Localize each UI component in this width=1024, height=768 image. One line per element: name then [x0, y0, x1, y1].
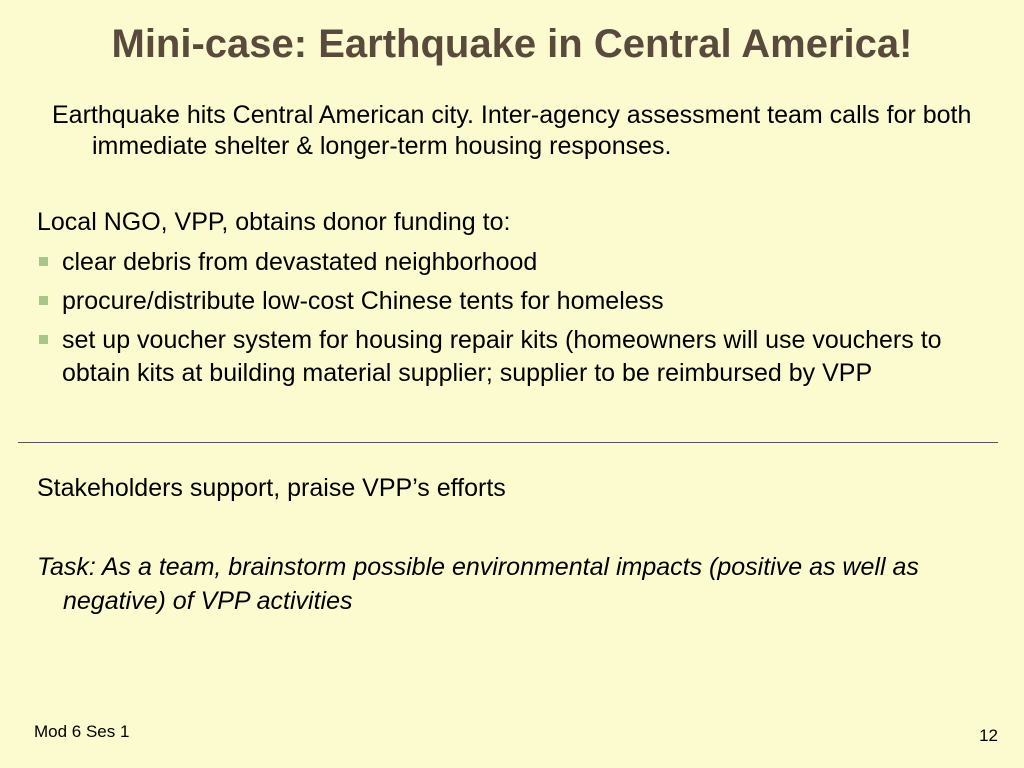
stakeholders-text: Stakeholders support, praise VPP’s efforts: [37, 474, 506, 502]
square-bullet-icon: [39, 296, 48, 305]
bullet-item: [37, 324, 997, 390]
intro-paragraph: Earthquake hits Central American city. Inter-agency assessment team calls for both immediate shelter & longer-term housing responses.: [52, 101, 972, 160]
square-bullet-icon: [39, 257, 48, 266]
bullet-item: [37, 285, 997, 318]
bullet-text: procure/distribute low-cost Chinese tents for homeless: [62, 287, 664, 315]
funding-bullet-list: [37, 246, 997, 396]
bullet-item: [37, 246, 997, 279]
task-text: Task: As a team, brainstorm possible environmental impacts (positive as well as negative) of VPP activities: [37, 553, 919, 615]
bullet-text: clear debris from devastated neighborhood: [62, 248, 538, 276]
page-number: 12: [979, 726, 998, 745]
footer-module-label: Mod 6 Ses 1: [34, 722, 130, 741]
funding-lead-text: Local NGO, VPP, obtains donor funding to:: [37, 208, 511, 236]
slide-title: Mini-case: Earthquake in Central America!: [111, 22, 913, 66]
square-bullet-icon: [39, 335, 48, 344]
bullet-text: set up voucher system for housing repair kits (homeowners will use vouchers to obtain kits at building material supplier; supplier to be reimbursed by VPP: [62, 326, 942, 387]
section-divider: [18, 442, 998, 443]
